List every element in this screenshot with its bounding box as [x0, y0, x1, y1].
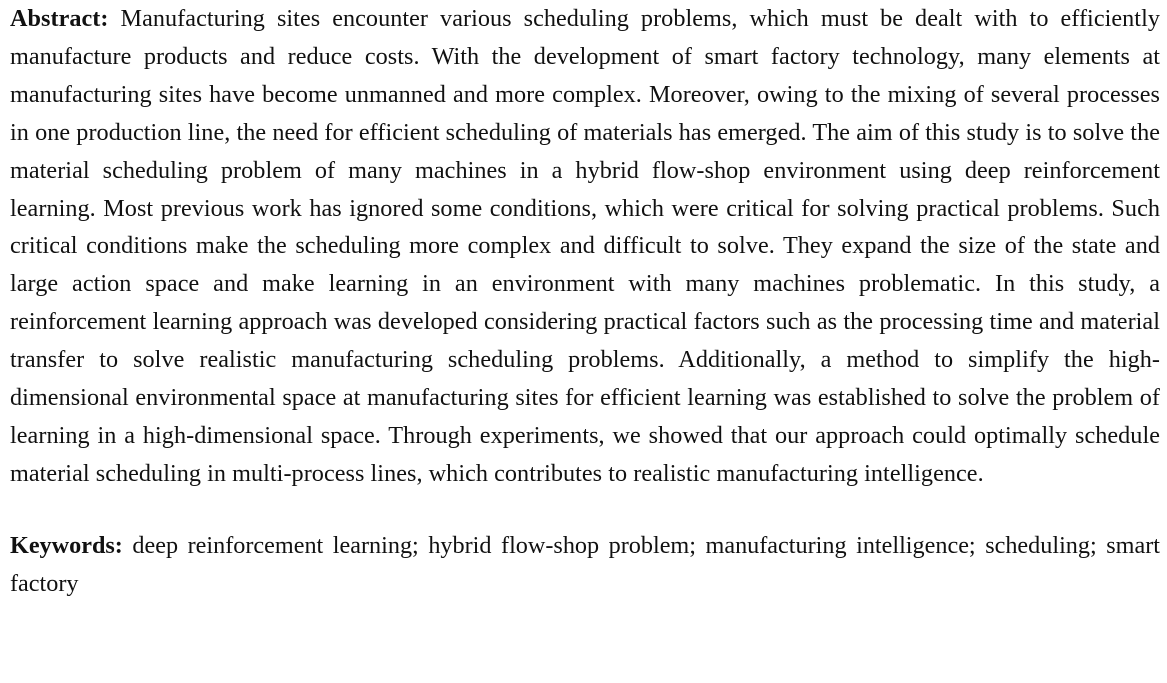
- keywords-paragraph: [10, 527, 1160, 603]
- abstract-text: Manufacturing sites encounter various scheduling problems, which must be dealt with to efficiently manufacture products and reduce costs. With the development of smart factory technology, many elements at manufacturing sites have become unmanned and more complex. Moreover, owing to the mixing of several processes in one production line, the need for efficient scheduling of materials has emerged. The aim of this study is to solve the material scheduling problem of many machines in a hybrid flow-shop environment using deep reinforcement learning. Most previous work has ignored some conditions, which were critical for solving practical problems. Such critical conditions make the scheduling more complex and difficult to solve. They expand the size of the state and large action space and make learning in an environment with many machines problematic. In this study, a reinforcement learning approach was developed considering practical factors such as the processing time and material transfer to solve realistic manufacturing scheduling problems. Additionally, a method to simplify the high-dimensional environmental space at manufacturing sites for efficient learning was established to solve the problem of learning in a high-dimensional space. Through experiments, we showed that our approach could optimally schedule material scheduling in multi-process lines, which contributes to realistic manufacturing intelligence.: [10, 5, 1160, 487]
- paper-page: [10, 0, 1160, 603]
- abstract-label: Abstract:: [10, 5, 109, 32]
- keywords-label: Keywords:: [10, 531, 123, 559]
- keywords-text: deep reinforcement learning; hybrid flow-shop problem; manufacturing intelligence; scheduling; smart factory: [10, 531, 1160, 597]
- abstract-paragraph: [10, 0, 1160, 493]
